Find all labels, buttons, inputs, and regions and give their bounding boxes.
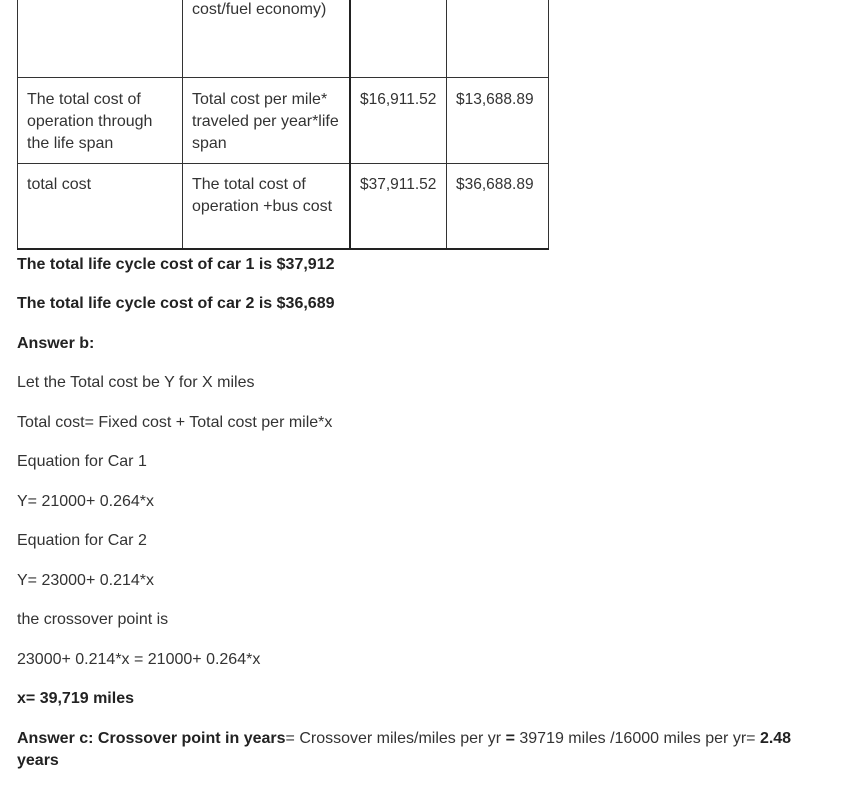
table-cell: $13,688.89 (447, 78, 549, 164)
answer-b-intro: Let the Total cost be Y for X miles (17, 374, 255, 391)
table-cell: Total cost per mile* traveled per year*life span (183, 78, 351, 164)
answer-c-label: Answer c: Crossover point in years (17, 730, 286, 747)
answer-c-equals: = (505, 730, 515, 747)
table-cell (18, 0, 183, 78)
total-cost-formula: Total cost= Fixed cost + Total cost per mile*x (17, 414, 333, 431)
answer-c-value: 2.48 years (17, 730, 792, 769)
table-cell: $16,911.52 (350, 78, 447, 164)
table-row (18, 164, 549, 250)
table-row (18, 0, 549, 78)
crossover-label: the crossover point is (17, 611, 169, 628)
answer-b-heading: Answer b: (17, 335, 95, 352)
car2-equation: Y= 23000+ 0.214*x (17, 572, 155, 589)
crossover-equation: 23000+ 0.214*x = 21000+ 0.264*x (17, 651, 261, 668)
car1-life-cycle-cost: The total life cycle cost of car 1 is $37,912 (17, 256, 335, 273)
table-cell: cost/fuel economy) (183, 0, 351, 78)
table-cell: The total cost of operation through the life span (18, 78, 183, 164)
table-cell: The total cost of operation +bus cost (183, 164, 351, 250)
answer-c-calculation: 39719 miles /16000 miles per yr= (514, 730, 760, 747)
table-cell (447, 0, 549, 78)
car1-equation-label: Equation for Car 1 (17, 453, 147, 470)
table-cell: $36,688.89 (447, 164, 549, 250)
table-cell: $37,911.52 (350, 164, 447, 250)
table-cell: total cost (18, 164, 183, 250)
car1-equation: Y= 21000+ 0.264*x (17, 493, 155, 510)
cost-table (17, 0, 549, 250)
table-row (18, 78, 549, 164)
answer-c-paragraph (17, 728, 837, 772)
car2-life-cycle-cost: The total life cycle cost of car 2 is $36,689 (17, 295, 335, 312)
car2-equation-label: Equation for Car 2 (17, 532, 147, 549)
table-cell (350, 0, 447, 78)
answer-c-text: = Crossover miles/miles per yr (285, 730, 506, 747)
crossover-result: x= 39,719 miles (17, 690, 134, 707)
